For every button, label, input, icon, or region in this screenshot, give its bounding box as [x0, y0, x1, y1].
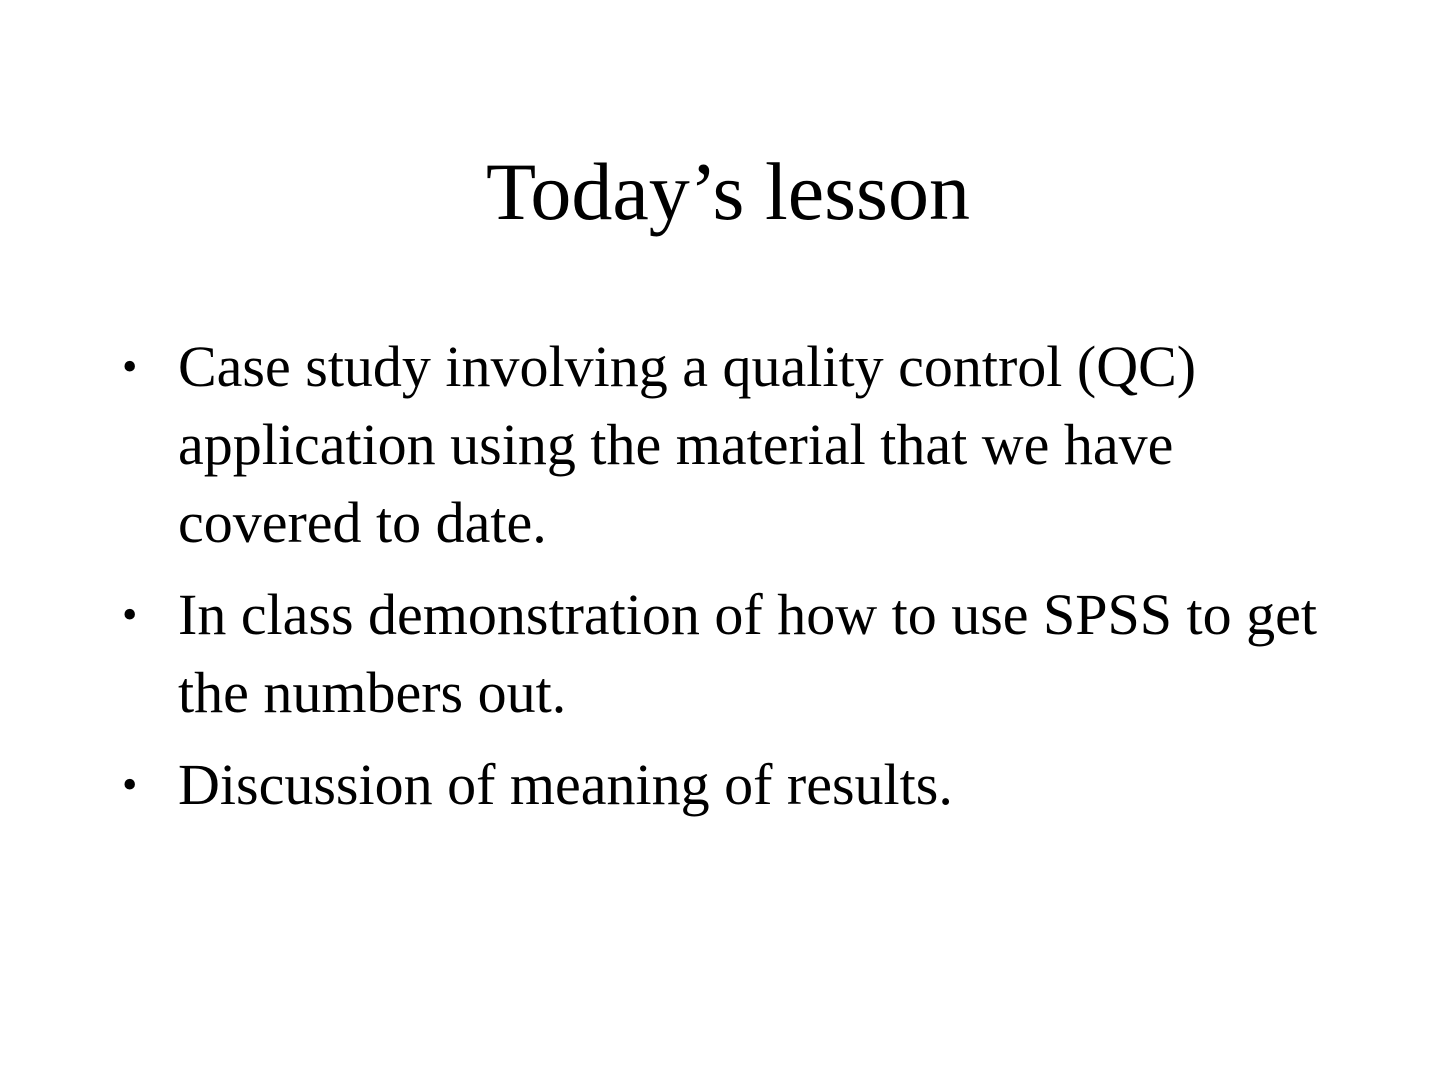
bullet-item-discussion [120, 746, 1340, 824]
bullet-text: Discussion of meaning of results. [178, 752, 953, 817]
bullet-list [120, 328, 1340, 838]
bullet-icon: • [122, 760, 138, 809]
bullet-text: Case study involving a quality control (QC) application using the material that we have covered to date. [178, 334, 1197, 555]
bullet-icon: • [122, 590, 138, 639]
bullet-item-case-study [120, 328, 1340, 562]
slide-title: Today’s lesson [486, 146, 970, 237]
bullet-icon: • [122, 342, 138, 391]
bullet-text: In class demonstration of how to use SPSS to get the numbers out. [178, 582, 1318, 725]
bullet-item-spss-demo [120, 576, 1340, 732]
